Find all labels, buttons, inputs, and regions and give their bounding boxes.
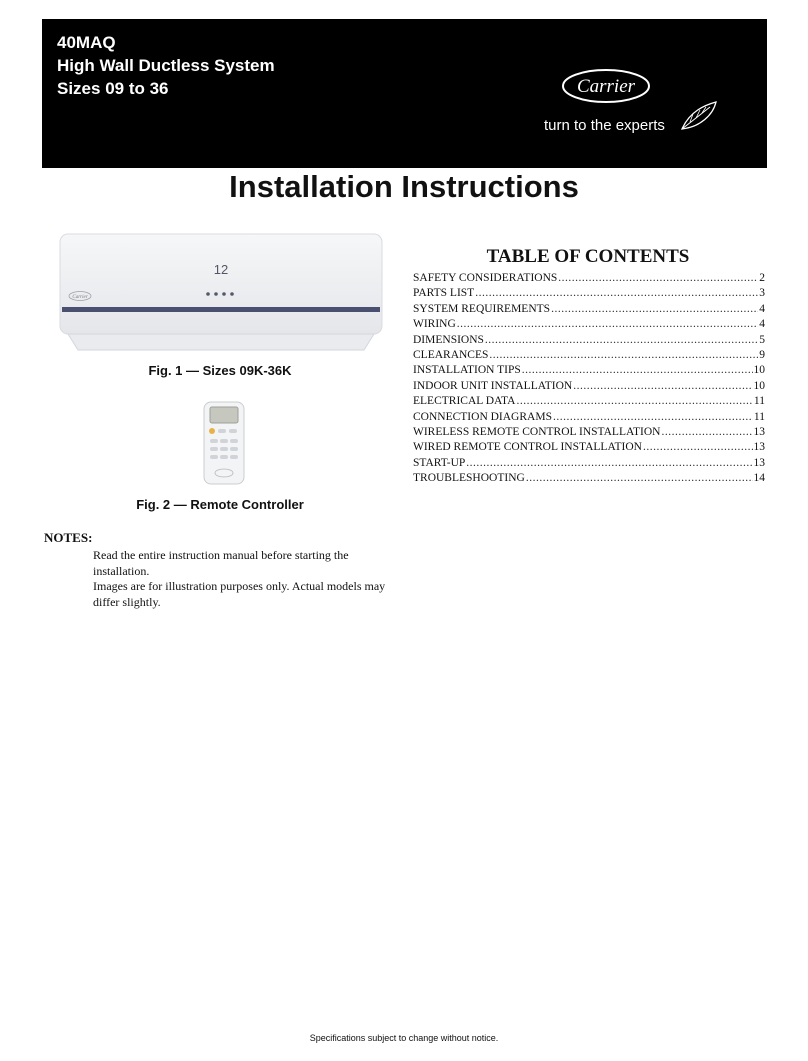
toc-entry-page: 4 [759,318,765,331]
toc-entry-label: INDOOR UNIT INSTALLATION [413,379,573,392]
figure-1-caption: Fig. 1 — Sizes 09K-36K [148,363,292,378]
toc-entry-label: PARTS LIST [413,287,475,300]
toc-entry-start-up[interactable] [413,457,765,472]
toc-entry-label: SAFETY CONSIDERATIONS [413,272,558,284]
toc-leader [526,472,753,484]
toc-entry-label: CONNECTION DIAGRAMS [413,410,552,423]
toc-entry-installation-tips[interactable] [413,364,765,379]
table-of-contents [413,272,765,487]
toc-entry-page: 14 [753,472,765,485]
toc-entry-wired-remote-control-installation[interactable] [413,441,765,456]
toc-entry-safety-considerations[interactable] [413,272,765,287]
toc-entry-label: INSTALLATION TIPS [413,364,521,377]
carrier-logo [540,69,720,139]
header-banner [42,19,767,168]
unit-logo-text: Carrier [72,295,88,300]
toc-entry-label: TROUBLESHOOTING [413,472,525,485]
notes-list [93,548,393,610]
toc-leader [485,334,758,346]
footer-disclaimer: Specifications subject to change without notice. [309,1033,499,1043]
remote-controller-image [202,401,246,485]
toc-entry-page: 11 [753,410,765,423]
leaf-icon [682,102,716,129]
note-item: Read the entire instruction manual before starting the installation. [93,548,349,578]
toc-leader [522,364,753,376]
toc-entry-label: CLEARANCES [413,348,489,361]
toc-entry-wiring[interactable] [413,318,765,333]
toc-entry-label: WIRELESS REMOTE CONTROL INSTALLATION [413,425,661,438]
toc-entry-label: DIMENSIONS [413,333,484,346]
product-sizes: Sizes 09 to 36 [57,79,169,98]
product-name: High Wall Ductless System [57,56,275,75]
toc-entry-indoor-unit-installation[interactable] [413,380,765,395]
toc-leader [457,318,758,330]
toc-entry-label: SYSTEM REQUIREMENTS [413,302,551,315]
toc-leader [643,441,753,453]
toc-leader [661,426,752,438]
logo-tagline: turn to the experts [544,117,665,134]
toc-entry-connection-diagrams[interactable] [413,411,765,426]
toc-entry-clearances[interactable] [413,349,765,364]
toc-entry-page: 10 [753,379,765,392]
toc-entry-page: 5 [759,333,765,346]
toc-entry-electrical-data[interactable] [413,395,765,410]
toc-entry-page: 11 [753,395,765,408]
toc-entry-page: 13 [753,425,765,438]
toc-entry-page: 9 [759,348,765,361]
logo-brand-text: Carrier [576,76,636,97]
toc-leader [489,349,758,361]
toc-entry-label: START-UP [413,456,466,469]
model-number: 40MAQ [57,33,116,52]
toc-heading: TABLE OF CONTENTS [486,246,690,267]
unit-display-digits: 12 [213,262,229,277]
toc-entry-wireless-remote-control-installation[interactable] [413,426,765,441]
toc-entry-parts-list[interactable] [413,287,765,302]
figure-2-caption: Fig. 2 — Remote Controller [136,497,304,512]
header-text-block [57,31,275,100]
toc-entry-page: 13 [753,441,765,454]
document-title: Installation Instructions [229,169,579,204]
toc-leader [475,287,758,299]
toc-leader [516,395,752,407]
toc-entry-system-requirements[interactable] [413,303,765,318]
toc-entry-label: WIRING [413,318,456,331]
toc-leader [466,457,752,469]
indoor-unit-image [58,232,384,354]
toc-entry-label: WIRED REMOTE CONTROL INSTALLATION [413,441,642,454]
toc-leader [553,411,753,423]
unit-stripe [62,307,380,312]
toc-entry-page: 3 [759,287,765,300]
toc-entry-page: 10 [753,364,765,377]
toc-entry-page: 2 [759,272,765,284]
toc-entry-page: 4 [759,302,765,315]
toc-leader [551,303,758,315]
toc-entry-label: ELECTRICAL DATA [413,395,516,408]
notes-heading: NOTES: [44,530,93,545]
toc-entry-dimensions[interactable] [413,334,765,349]
note-item: Images are for illustration purposes only. Actual models may differ slightly. [93,579,386,609]
toc-leader [558,272,758,284]
toc-entry-page: 13 [753,456,765,469]
toc-entry-troubleshooting[interactable] [413,472,765,487]
toc-leader [573,380,752,392]
